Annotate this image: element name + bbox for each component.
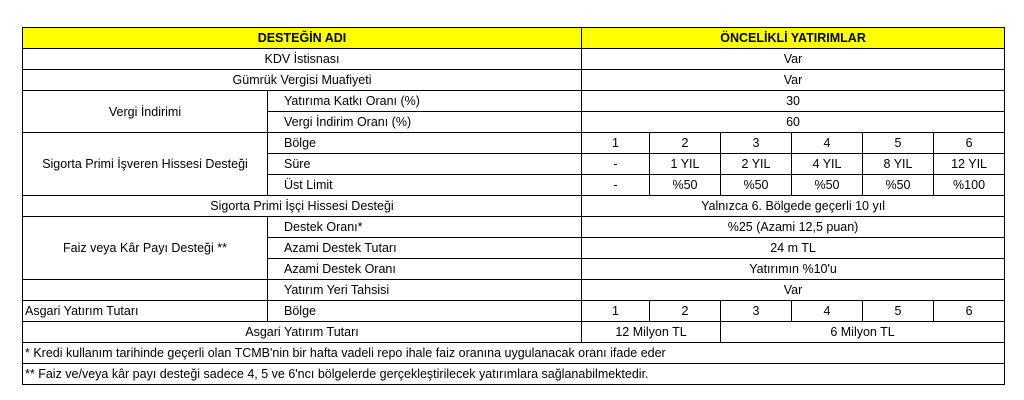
incentive-table-container	[22, 27, 1005, 385]
sigorta-sure-label: Süre	[268, 154, 582, 175]
sigorta-sure-cell: 4 YIL	[792, 154, 863, 175]
vergi-katki-label: Yatırıma Katkı Oranı (%)	[268, 91, 582, 112]
vergi-label: Vergi İndirimi	[23, 91, 268, 133]
sigorta-sure-cell: 8 YIL	[863, 154, 934, 175]
faiz-oran-label: Destek Oranı*	[268, 217, 582, 238]
faiz-azami-oran-value: Yatırımın %10'u	[582, 259, 1005, 280]
sigorta-sure-cell: 1 YIL	[650, 154, 721, 175]
isci-value: Yalnızca 6. Bölgede geçerli 10 yıl	[582, 196, 1005, 217]
sigorta-bolge-cell: 1	[582, 133, 650, 154]
header-support-name: DESTEĞİN ADI	[23, 28, 582, 49]
sigorta-bolge-cell: 4	[792, 133, 863, 154]
sigorta-ust-cell: %50	[721, 175, 792, 196]
table-row	[23, 70, 1005, 91]
table-row	[23, 217, 1005, 238]
asgari-tutar-label: Asgari Yatırım Tutarı	[23, 322, 582, 343]
sigorta-ust-cell: %50	[650, 175, 721, 196]
sigorta-ust-cell: %50	[863, 175, 934, 196]
asgari-bolge-cell: 5	[863, 301, 934, 322]
yer-empty-cell	[23, 280, 268, 301]
table-row	[23, 133, 1005, 154]
table-row	[23, 322, 1005, 343]
asgari-bolge-cell: 3	[721, 301, 792, 322]
table-row	[23, 280, 1005, 301]
yer-label: Yatırım Yeri Tahsisi	[268, 280, 582, 301]
sigorta-bolge-cell: 3	[721, 133, 792, 154]
table-row	[23, 196, 1005, 217]
table-row	[23, 91, 1005, 112]
gumruk-value: Var	[582, 70, 1005, 91]
sigorta-bolge-cell: 5	[863, 133, 934, 154]
sigorta-bolge-cell: 6	[934, 133, 1005, 154]
asgari-bolge-cell: 1	[582, 301, 650, 322]
sigorta-sure-cell: 2 YIL	[721, 154, 792, 175]
asgari-bolge-label: Bölge	[268, 301, 582, 322]
asgari-bolge-cell: 6	[934, 301, 1005, 322]
header-row	[23, 28, 1005, 49]
asgari-label: Asgari Yatırım Tutarı	[23, 301, 268, 322]
asgari-bolge-cell: 4	[792, 301, 863, 322]
footnote-row	[23, 343, 1005, 364]
vergi-indirim-label: Vergi İndirim Oranı (%)	[268, 112, 582, 133]
faiz-label: Faiz veya Kâr Payı Desteği **	[23, 217, 268, 280]
sigorta-ust-cell: -	[582, 175, 650, 196]
sigorta-label: Sigorta Primi İşveren Hissesi Desteği	[23, 133, 268, 196]
sigorta-ust-cell: %50	[792, 175, 863, 196]
vergi-katki-value: 30	[582, 91, 1005, 112]
yer-value: Var	[582, 280, 1005, 301]
kdv-value: Var	[582, 49, 1005, 70]
sigorta-ust-cell: %100	[934, 175, 1005, 196]
asgari-bolge-cell: 2	[650, 301, 721, 322]
isci-label: Sigorta Primi İşçi Hissesi Desteği	[23, 196, 582, 217]
footnote-2: ** Faiz ve/veya kâr payı desteği sadece 4, 5 ve 6'ncı bölgelerde gerçekleştirilecek yatırımlara sağlanabilmektedir.	[23, 364, 1005, 385]
faiz-tutar-label: Azami Destek Tutarı	[268, 238, 582, 259]
faiz-tutar-value: 24 m TL	[582, 238, 1005, 259]
table-row	[23, 49, 1005, 70]
faiz-oran-value: %25 (Azami 12,5 puan)	[582, 217, 1005, 238]
kdv-label: KDV İstisnası	[23, 49, 582, 70]
table-row	[23, 301, 1005, 322]
sigorta-bolge-cell: 2	[650, 133, 721, 154]
vergi-indirim-value: 60	[582, 112, 1005, 133]
incentive-table	[22, 27, 1005, 385]
footnote-1: * Kredi kullanım tarihinde geçerli olan TCMB'nin bir hafta vadeli repo ihale faiz oranına uygulanacak oranı ifade eder	[23, 343, 1005, 364]
asgari-tutar-12: 12 Milyon TL	[582, 322, 721, 343]
sigorta-sure-cell: -	[582, 154, 650, 175]
footnote-row	[23, 364, 1005, 385]
sigorta-sure-cell: 12 YIL	[934, 154, 1005, 175]
header-priority-investments: ÖNCELİKLİ YATIRIMLAR	[582, 28, 1005, 49]
gumruk-label: Gümrük Vergisi Muafiyeti	[23, 70, 582, 91]
faiz-azami-oran-label: Azami Destek Oranı	[268, 259, 582, 280]
sigorta-ust-label: Üst Limit	[268, 175, 582, 196]
asgari-tutar-3-6: 6 Milyon TL	[721, 322, 1005, 343]
sigorta-bolge-label: Bölge	[268, 133, 582, 154]
